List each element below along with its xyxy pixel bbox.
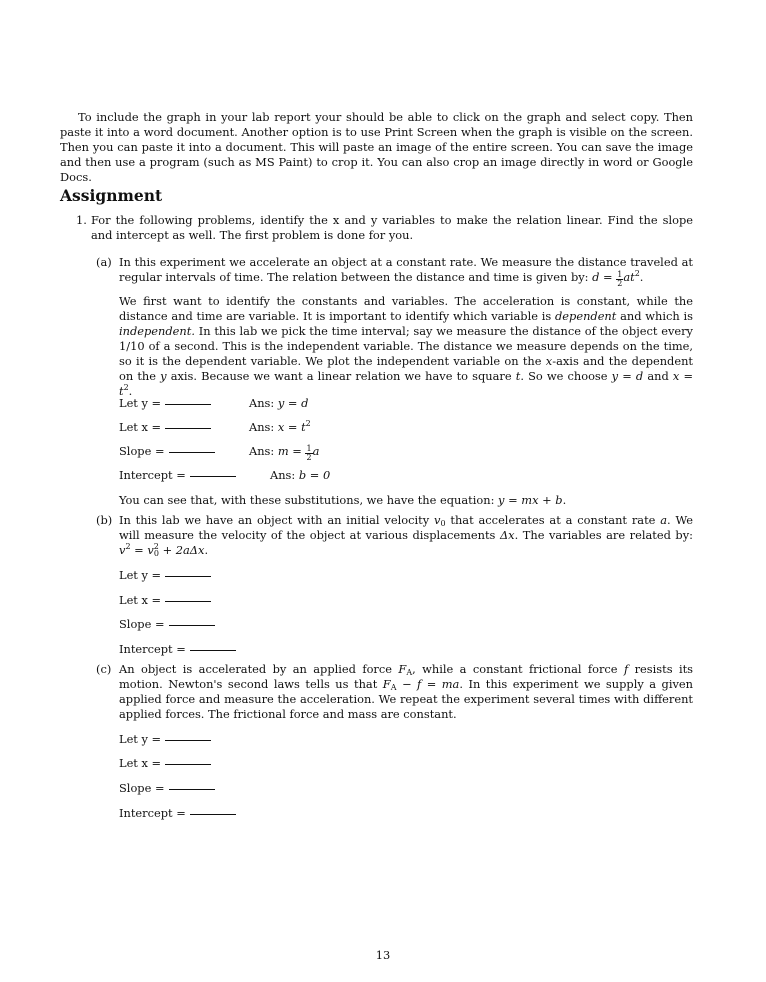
b-intercept-row — [119, 642, 236, 657]
b-text-4: . The variables are related by: — [514, 528, 693, 542]
b-eq2: v — [147, 543, 154, 557]
c-slope-row — [119, 781, 215, 796]
b-let-y-row — [119, 568, 211, 583]
a-ans-x-value: x = t — [277, 420, 306, 434]
a-slope-blank — [169, 451, 215, 453]
a-let-y-blank — [165, 403, 211, 405]
eq-den: 2 — [617, 279, 623, 288]
b-intercept-label: Intercept = — [119, 642, 186, 656]
eq-equals: = — [599, 270, 617, 284]
b-let-y-blank — [165, 575, 211, 577]
a-ans-y-label: Ans: — [249, 396, 275, 410]
c-text-1: An object is accelerated by an applied force — [119, 662, 392, 676]
p2-choice: y = d — [611, 369, 644, 383]
a-ans-slope — [249, 444, 319, 462]
a-intercept-label: Intercept = — [119, 468, 186, 482]
b-text-2: that accelerates at a constant rate — [450, 513, 656, 527]
a-ans-x — [249, 420, 311, 435]
eq-exp: 2 — [634, 269, 640, 278]
p2-choice2: x = t — [119, 369, 694, 398]
b-intercept-blank — [190, 649, 236, 651]
c-slope-blank — [169, 788, 215, 790]
c-fa: F — [398, 662, 407, 676]
c-eq-rest: − f = ma — [396, 677, 460, 691]
item-c-marker: (c) — [96, 662, 112, 676]
page-number: 13 — [375, 948, 391, 962]
item-b-text — [119, 513, 693, 558]
c-eq: F — [382, 677, 391, 691]
p2-end: . — [128, 384, 133, 398]
a-ans-m: m = — [277, 444, 306, 458]
a-conclusion — [119, 493, 566, 508]
a-ans-m-a: a — [312, 444, 320, 458]
a-ans-x-exp: 2 — [305, 419, 311, 428]
p2-4: -axis and the dependent on the — [119, 354, 694, 383]
section-heading: Assignment — [60, 186, 163, 205]
a-ans-m-den: 2 — [306, 453, 312, 462]
a-conclusion-eq: y = mx + b — [498, 493, 563, 507]
a-ans-m-num: 1 — [306, 444, 312, 453]
item-a-marker: (a) — [96, 255, 112, 269]
c-slope-label: Slope = — [119, 781, 165, 795]
a-ans-b: b = 0 — [298, 468, 331, 482]
b-slope-blank — [169, 624, 215, 626]
p2-3: In this lab we pick the time interval; say we measure the distance of the object every 1/10 of a second. This is the independent variable. The distance we measure depends on the time, so it is the dependent variable. We plot the independent variable on the — [119, 324, 693, 368]
p2-1: We first want to identify the constants and variables. The acceleration is constant, while the distance and time are variable. It is important to identify which variable is — [119, 294, 693, 323]
b-let-x-label: Let x = — [119, 593, 162, 607]
p2-dep: dependent — [555, 309, 617, 323]
b-eq-eq: = — [130, 543, 148, 557]
b-a: a — [660, 513, 668, 527]
a-let-x-row — [119, 420, 211, 435]
a-slope-label: Slope = — [119, 444, 165, 458]
a-intercept-row — [119, 468, 236, 483]
a-let-y-row — [119, 396, 211, 411]
b-eq2-sub: 0 — [153, 549, 159, 558]
b-let-x-row — [119, 593, 211, 608]
eq-d: d — [592, 270, 600, 284]
p2-and: and — [647, 369, 669, 383]
a-ans-slope-label: Ans: — [249, 444, 275, 458]
item-1-text: For the following problems, identify the x and y variables to make the relation linear. Find the slope and intercept as well. The first problem is done for you. — [91, 213, 693, 242]
a-intercept-blank — [190, 475, 236, 477]
a-conclusion-end: . — [562, 493, 567, 507]
a-let-x-label: Let x = — [119, 420, 162, 434]
a-ans-m-frac — [305, 445, 312, 462]
c-intercept-row — [119, 806, 236, 821]
a-conclusion-text: You can see that, with these substitutions, we have the equation: — [119, 493, 495, 507]
p2-2: and which is — [620, 309, 694, 323]
eq-end: . — [639, 270, 644, 284]
c-text-3: resists its motion. Newton's second laws tells us that — [119, 662, 694, 691]
b-text-1: In this lab we have an object with an initial velocity — [119, 513, 430, 527]
p2-6: . So we choose — [520, 369, 608, 383]
a-ans-intercept-label: Ans: — [270, 468, 296, 482]
c-let-x-row — [119, 756, 211, 771]
p2-exp: 2 — [123, 383, 129, 392]
a-slope-row — [119, 444, 215, 459]
c-fa-sub: A — [406, 668, 413, 677]
c-let-y-blank — [165, 739, 211, 741]
b-slope-row — [119, 617, 215, 632]
b-slope-label: Slope = — [119, 617, 165, 631]
item-a-explanation — [119, 294, 693, 399]
b-eq2-exp: 2 — [153, 542, 159, 551]
item-1-marker: 1. — [76, 213, 87, 227]
c-let-x-label: Let x = — [119, 756, 162, 770]
c-eq-sub: A — [390, 683, 397, 692]
a-ans-y — [249, 396, 308, 411]
c-text-4: . In this experiment we supply a given applied force and measure the acceleration. We repeat the experiment several times with different applied forces. The frictional force and mass are constant. — [119, 677, 693, 721]
b-eq1: v — [119, 543, 126, 557]
c-let-y-label: Let y = — [119, 732, 162, 746]
a-let-y-label: Let y = — [119, 396, 162, 410]
a-let-x-blank — [165, 427, 211, 429]
a-ans-intercept — [270, 468, 330, 483]
b-v0-sub: 0 — [440, 519, 446, 528]
item-c-text — [119, 662, 693, 722]
b-let-x-blank — [165, 600, 211, 602]
c-f: f — [623, 662, 629, 676]
b-v0: v — [434, 513, 441, 527]
b-eq-end: . — [204, 543, 209, 557]
item-a-text — [119, 255, 693, 288]
item-a-text-1: In this experiment we accelerate an object at a constant rate. We measure the distance traveled at regular intervals of time. The relation between the distance and time is given by: — [119, 255, 693, 284]
a-ans-y-value: y = d — [277, 396, 309, 410]
c-text-2: , while a constant frictional force — [412, 662, 618, 676]
item-b-marker: (b) — [96, 513, 113, 527]
p2-y: y — [160, 369, 167, 383]
p2-5: axis. Because we want a linear relation we have to square — [170, 369, 512, 383]
p2-ind: independent. — [119, 324, 195, 338]
a-ans-x-label: Ans: — [249, 420, 275, 434]
b-eq3: + 2aΔx — [158, 543, 205, 557]
intro-paragraph: To include the graph in your lab report your should be able to click on the graph and select copy. Then paste it into a word document. Another option is to use Print Screen when the graph is visible on the screen. Then you can paste it into a document. This will paste an image of the entire screen. You can save the image and then use a program (such as MS Paint) to crop it. You can also crop an image directly in word or Google Docs. — [60, 110, 693, 184]
b-text-3: . We will measure the velocity of the object at various displacements — [119, 513, 694, 542]
c-intercept-label: Intercept = — [119, 806, 186, 820]
b-eq1-exp: 2 — [125, 542, 131, 551]
eq-at: at — [623, 270, 635, 284]
p2-x: x — [545, 354, 553, 368]
c-let-y-row — [119, 732, 211, 747]
p2-t: t — [515, 369, 521, 383]
b-dx: Δx — [499, 528, 515, 542]
eq-num: 1 — [617, 270, 623, 279]
c-let-x-blank — [165, 763, 211, 765]
c-intercept-blank — [190, 813, 236, 815]
b-let-y-label: Let y = — [119, 568, 162, 582]
